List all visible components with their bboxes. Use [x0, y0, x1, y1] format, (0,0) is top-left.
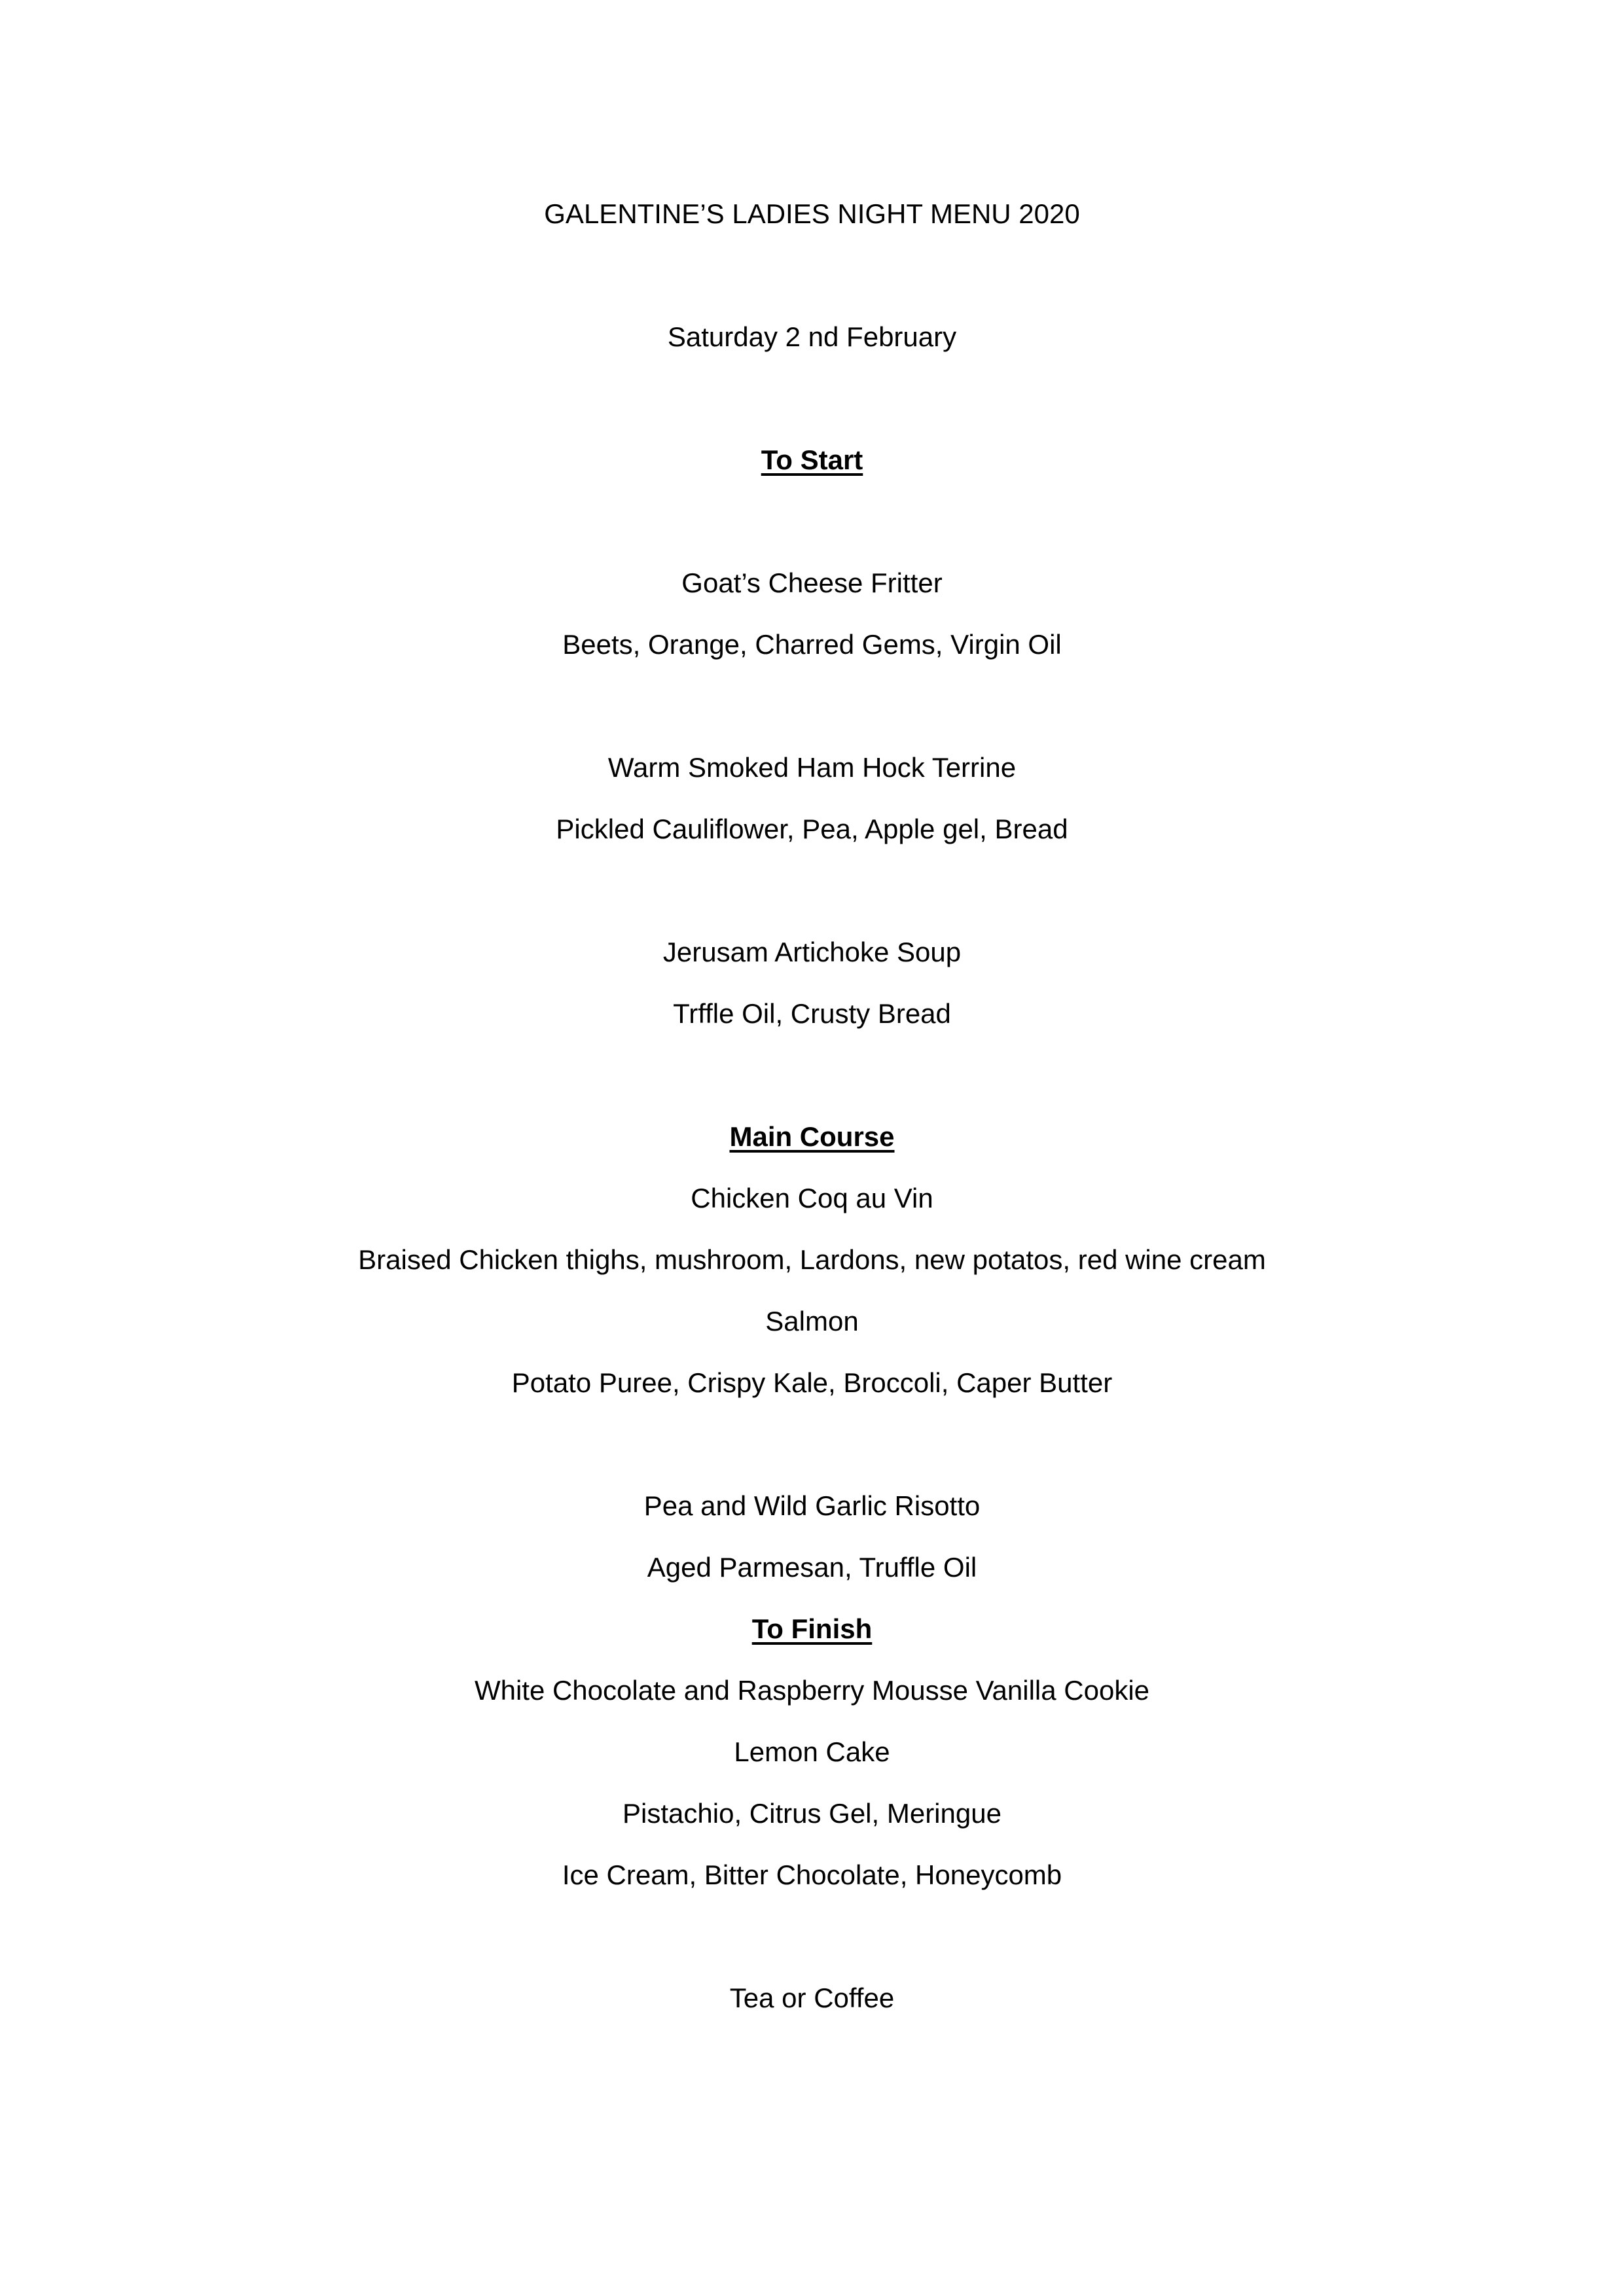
menu-date: Saturday 2 nd February [667, 321, 957, 352]
main-2-name: Salmon [765, 1306, 859, 1336]
main-1-name: Chicken Coq au Vin [691, 1183, 933, 1213]
starters-heading: To Start [761, 444, 863, 475]
menu-title: GALENTINE’S LADIES NIGHT MENU 2020 [544, 198, 1080, 229]
starter-2-name: Warm Smoked Ham Hock Terrine [607, 752, 1017, 783]
starter-2-description: Pickled Cauliflower, Pea, Apple gel, Bread [556, 814, 1068, 844]
closing-line: Tea or Coffee [729, 1982, 895, 2013]
starter-3-name: Jerusam Artichoke Soup [662, 937, 962, 967]
dessert-1-name: White Chocolate and Raspberry Mousse Vanilla Cookie [474, 1675, 1150, 1706]
desserts-heading: To Finish [751, 1613, 873, 1644]
main-3-description: Aged Parmesan, Truffle Oil [647, 1552, 977, 1583]
starter-3-description: Trffle Oil, Crusty Bread [673, 998, 951, 1029]
dessert-2-name: Lemon Cake [734, 1736, 890, 1767]
main-3-name: Pea and Wild Garlic Risotto [643, 1490, 981, 1521]
mains-heading: Main Course [729, 1121, 895, 1152]
starter-1-description: Beets, Orange, Charred Gems, Virgin Oil [562, 629, 1062, 660]
main-2-description: Potato Puree, Crispy Kale, Broccoli, Caper Butter [511, 1367, 1113, 1398]
starter-1-name: Goat’s Cheese Fritter [681, 567, 943, 598]
main-1-description: Braised Chicken thighs, mushroom, Lardons, new potatos, red wine cream [358, 1244, 1266, 1275]
dessert-2-description: Pistachio, Citrus Gel, Meringue [623, 1798, 1001, 1829]
dessert-2-extra: Ice Cream, Bitter Chocolate, Honeycomb [562, 1859, 1062, 1890]
